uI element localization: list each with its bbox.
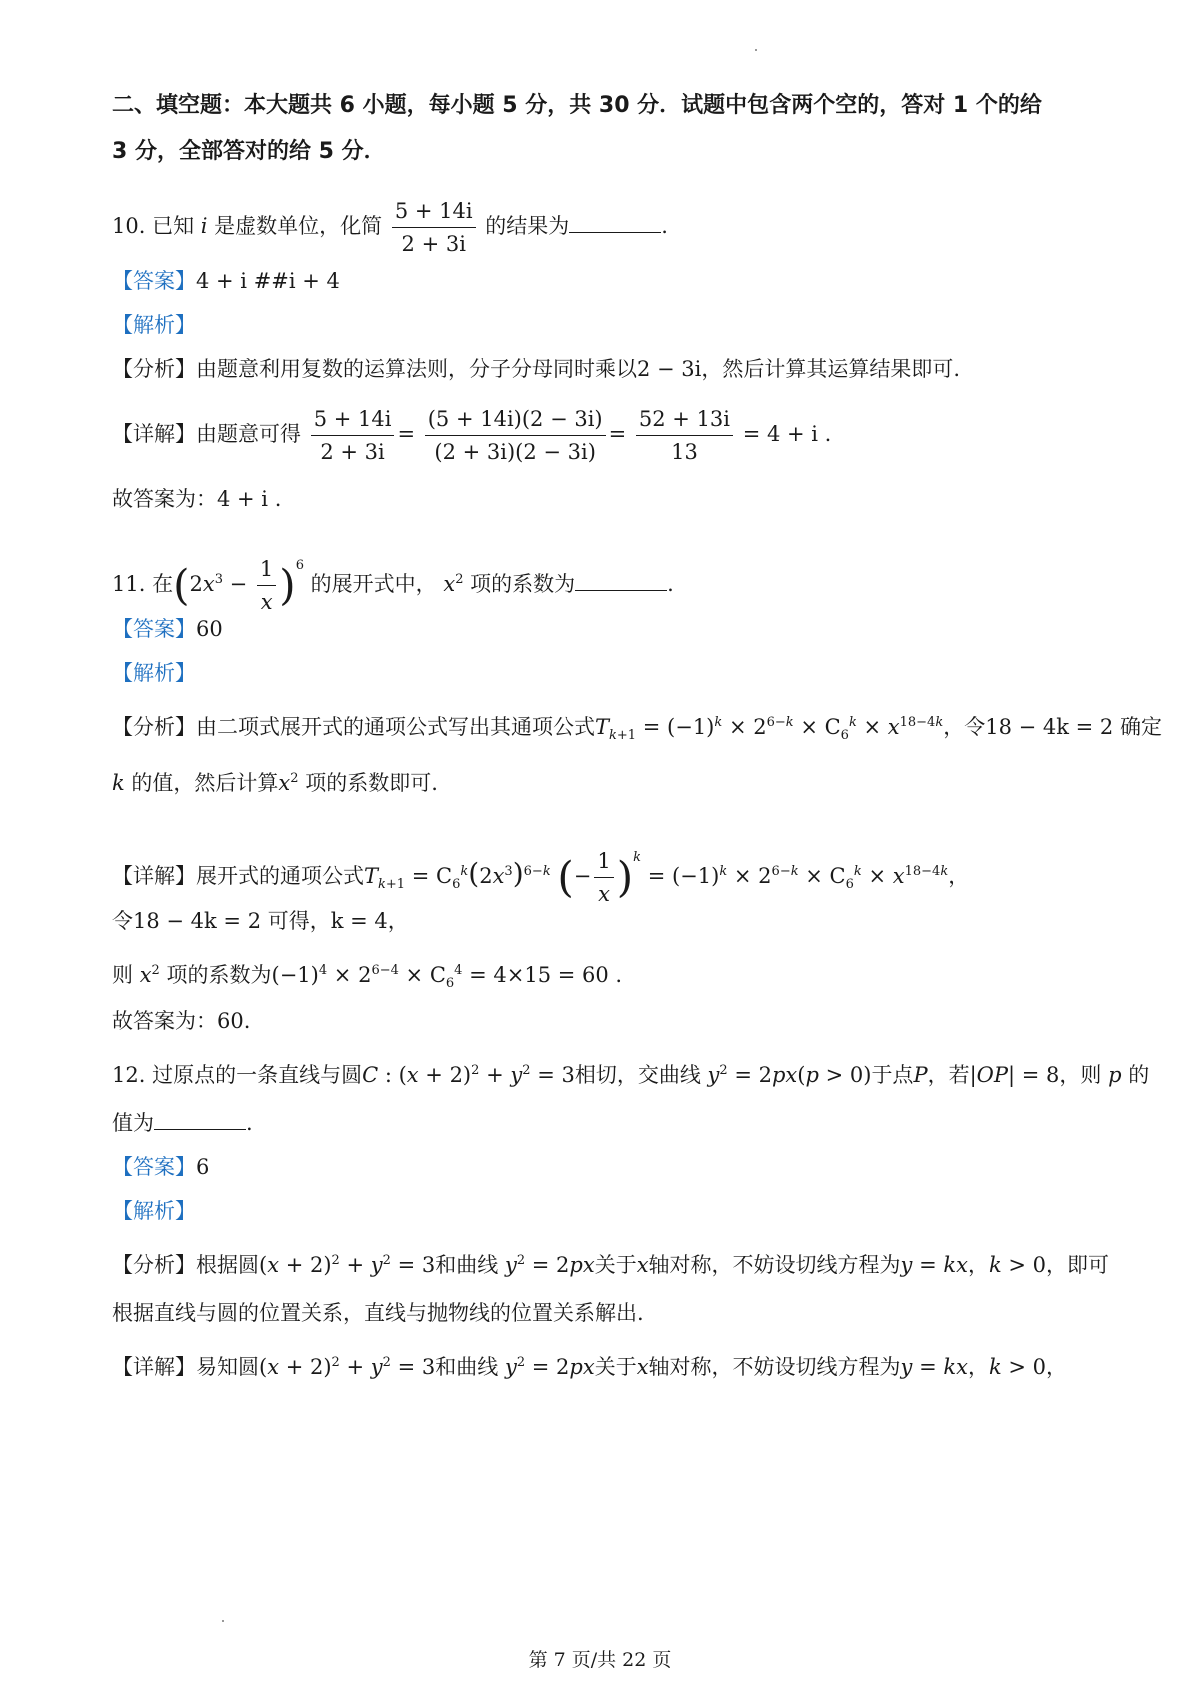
q11-answer: 【答案】60	[112, 617, 223, 641]
q11-conclusion: 故答案为：60.	[112, 1009, 251, 1033]
q12-analysis-line2: 根据直线与圆的位置关系，直线与抛物线的位置关系解出.	[112, 1301, 644, 1325]
q10-conclusion: 故答案为：4 + i .	[112, 487, 282, 511]
question-11-stem: 11. 在($2x^3$ − $\frac{1}{x}$ )$^6$ 的展开式中， $x^2$ 项的系数为 .	[112, 557, 674, 614]
answer-blank	[154, 1111, 246, 1130]
answer-blank	[575, 572, 667, 591]
section-header-line1: 二、填空题：本大题共 6 小题，每小题 5 分，共 30 分．试题中包含两个空的，答对 1 个的给	[112, 93, 1042, 118]
q11-analysis-line2: k 的值，然后计算$x^2$ 项的系数即可.	[112, 771, 438, 795]
speck	[222, 1620, 224, 1622]
q11-detail: 【详解】展开式的通项公式$T_{k+1} = C_6^k(2x^3)^{6-k}$ (− $\frac{1}{x}$ )$^k = (-1)^k \times 2^{6-k} \times C_6^k \times x^{18-4k}$，	[112, 849, 970, 906]
page-footer: 第 7 页/共 22 页	[528, 1649, 672, 1671]
section-header-line2: 3 分，全部答对的给 5 分．	[112, 139, 386, 164]
q11-jiexi: 【解析】	[112, 661, 196, 685]
question-12-stem-line2: 值为 .	[112, 1111, 253, 1135]
speck	[755, 49, 757, 51]
q12-answer: 【答案】6	[112, 1155, 210, 1179]
q12-detail: 【详解】易知圆$(x + 2)^2 + y^2 = 3$和曲线 $y^2 = 2px$关于x轴对称，不妨设切线方程为y = kx，k > 0，	[112, 1355, 1067, 1379]
answer-blank	[569, 214, 661, 233]
q11-analysis: 【分析】由二项式展开式的通项公式写出其通项公式$T_{k+1} = (-1)^k \times 2^{6-k} \times C_6^k \times x^{18-4k}$，令18 − 4k = 2 确定	[112, 715, 1162, 744]
q11-line-coef: 则 $x^2$ 项的系数为$(-1)^4 \times 2^{6-4} \times C_6^4 = 4\times 15 = 60$ .	[112, 963, 623, 992]
q12-analysis: 【分析】根据圆$(x + 2)^2 + y^2 = 3$和曲线 $y^2 = 2px$关于x轴对称，不妨设切线方程为y = kx，k > 0，即可	[112, 1253, 1109, 1277]
question-10-stem: 10. 已知 i 是虚数单位，化简 $\frac{5 + 14i}{2 + 3i}$ 的结果为 .	[112, 199, 668, 256]
q10-fraction: $\frac{5 + 14i}{2 + 3i}$	[392, 197, 476, 258]
q10-detail: 【详解】由题意可得 $\frac{5 + 14i}{2 + 3i}$ = $\frac{(5 + 14i)(2 - 3i)}{(2 + 3i)(2 - 3i)}$ = $\frac{52 + 13i}{13}$ = 4 + i .	[112, 407, 832, 464]
q10-analysis: 【分析】由题意利用复数的运算法则，分子分母同时乘以2 − 3i，然后计算其运算结果即可.	[112, 357, 961, 381]
q12-jiexi: 【解析】	[112, 1199, 196, 1223]
q10-jiexi: 【解析】	[112, 313, 196, 337]
q11-line-k: 令18 − 4k = 2 可得，k = 4，	[112, 909, 409, 933]
q10-answer: 【答案】4 + i ##i + 4	[112, 269, 340, 293]
question-12-stem-line1: 12. 过原点的一条直线与圆C : $(x + 2)^2 + y^2 = 3$相切，交曲线 $y^2 = 2px(p > 0)$于点P，若|OP| = 8，则 p 的	[112, 1063, 1150, 1087]
